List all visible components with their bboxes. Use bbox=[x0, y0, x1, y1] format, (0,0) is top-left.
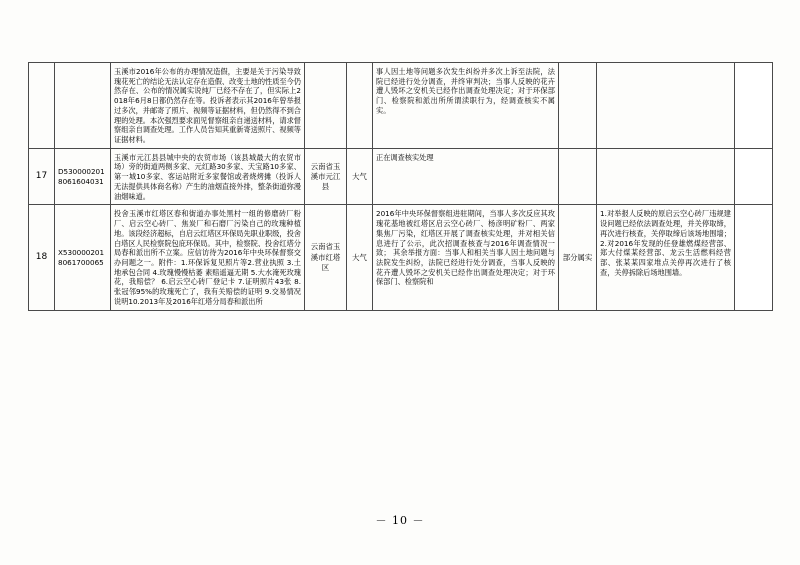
table-row bbox=[29, 148, 773, 205]
cell-verify bbox=[559, 63, 597, 149]
cell-index bbox=[29, 63, 55, 149]
cell-region: 云南省玉溪市元江县 bbox=[305, 148, 347, 205]
cell-type: 大气 bbox=[347, 205, 373, 310]
inspection-cases-table bbox=[28, 62, 773, 311]
cell-region: 云南省玉溪市红塔区 bbox=[305, 205, 347, 310]
cell-remark bbox=[735, 63, 773, 149]
cell-type: 大气 bbox=[347, 148, 373, 205]
cell-code: X5300002018061700065 bbox=[55, 205, 111, 310]
cell-action bbox=[597, 148, 735, 205]
table-row bbox=[29, 205, 773, 310]
cell-action: 1.对举报人反映的原启云空心砖厂违规建设问题已经依法调查处理，并关停取缔，再次进行核查，关停取缔后该场地围墙； 2.对2016年发现的任登雄燃煤经营部、郑大付煤某经营部、龙云生活燃料经营部、张某某四家堆点关停再次进行了核查，关停拆除后场地围墙。 bbox=[597, 205, 735, 310]
cell-remark bbox=[735, 205, 773, 310]
cell-code: D5300002018061604031 bbox=[55, 148, 111, 205]
cell-description: 投舍玉溪市红塔区春和街道办事处黑村一组的修磨砖厂粉厂、启云空心砖厂、焦炭厂和石磨厂污染自己的玫瑰种植地。该段经济超标，自启云红塔区环保局先职业职级，投舍白塔区人民检察院包庇环保局。其中，检察院、投舍红塔分局春和派出所不立案。应信访待为2016年中央环保督察交办问题之一。附件：1.环保诉复见照片等2.营业执照 3.土地承包合同 4.玫瑰慢慢枯萎 素赔遥逼无期 5.大水淹死玫瑰花，我赔偿？ 6.启云空心砖厂登记卡 7.证明照片43张 8.张冠邻95%的玫瑰死亡了，我有关赔偿的证明 9.交易情况说明10.2013年及2016年红塔分局春和派出所 bbox=[111, 205, 305, 310]
cell-region bbox=[305, 63, 347, 149]
cell-verify: 部分属实 bbox=[559, 205, 597, 310]
cell-index: 17 bbox=[29, 148, 55, 205]
cell-result: 2016年中央环保督察组进驻期间，当事人多次反应其玫瑰花基地被红塔区启云空心砖厂、杨彦明矿粉厂、两家集焦厂污染，红塔区开展了调查核实处理，并对相关信息进行了公示，此次招调查核查与2016年调查情况一致； 其余举报方面：当事人和相关当事人因土地问题与法院发生纠纷，法院已经进行处分调查，当事人反映的花卉遭人毁坏之安机关已经作出调查处理决定；对于环保部门、检察院和 bbox=[373, 205, 559, 310]
cell-description: 玉溪市元江县县城中央的农贸市场（该县城最大的农贸市场）旁的街道两侧多家、元红路30多家、天宝路10多家、第一城10多家、客运站附近多家餐馆或者烧烤摊（投诉人无法提供具体商名称）产生的油烟直接外排，整条街道弥漫油烟味道。 bbox=[111, 148, 305, 205]
table-row bbox=[29, 63, 773, 149]
cell-index: 18 bbox=[29, 205, 55, 310]
page-number: － 10 － bbox=[375, 514, 425, 527]
cell-code bbox=[55, 63, 111, 149]
cell-type bbox=[347, 63, 373, 149]
cell-result: 正在调查核实处理 bbox=[373, 148, 559, 205]
cell-description: 玉溪市2016年公布的办理情况造假，主要是关于污染导致瑰花死亡的结论无法认定存在造假、改变土地的性质至今仍然存在、公布的情况属实说纯厂已经不存在了，但实际上2018年6月8日都仍然存在等。投诉者表示其2016年曾举报过多次，并邮寄了照片、视频等证据材料，但仍然得不到合理的处理。本次强烈要求面见督察组亲自递送材料，请求督察组亲自调查处理。工作人员告知其重新寄送照片、视频等证据材料。 bbox=[111, 63, 305, 149]
cell-result: 事人因土地等问题多次发生纠纷并多次上诉至法院，法院已经进行处分调查，并终审判决；当事人反映的花卉遭人毁坏之安机关已经作出调查处理决定；对于环保部门、检察院和派出所所谓渎职行为，经调查核实不属实。 bbox=[373, 63, 559, 149]
cell-action bbox=[597, 63, 735, 149]
cell-remark bbox=[735, 148, 773, 205]
cell-verify bbox=[559, 148, 597, 205]
